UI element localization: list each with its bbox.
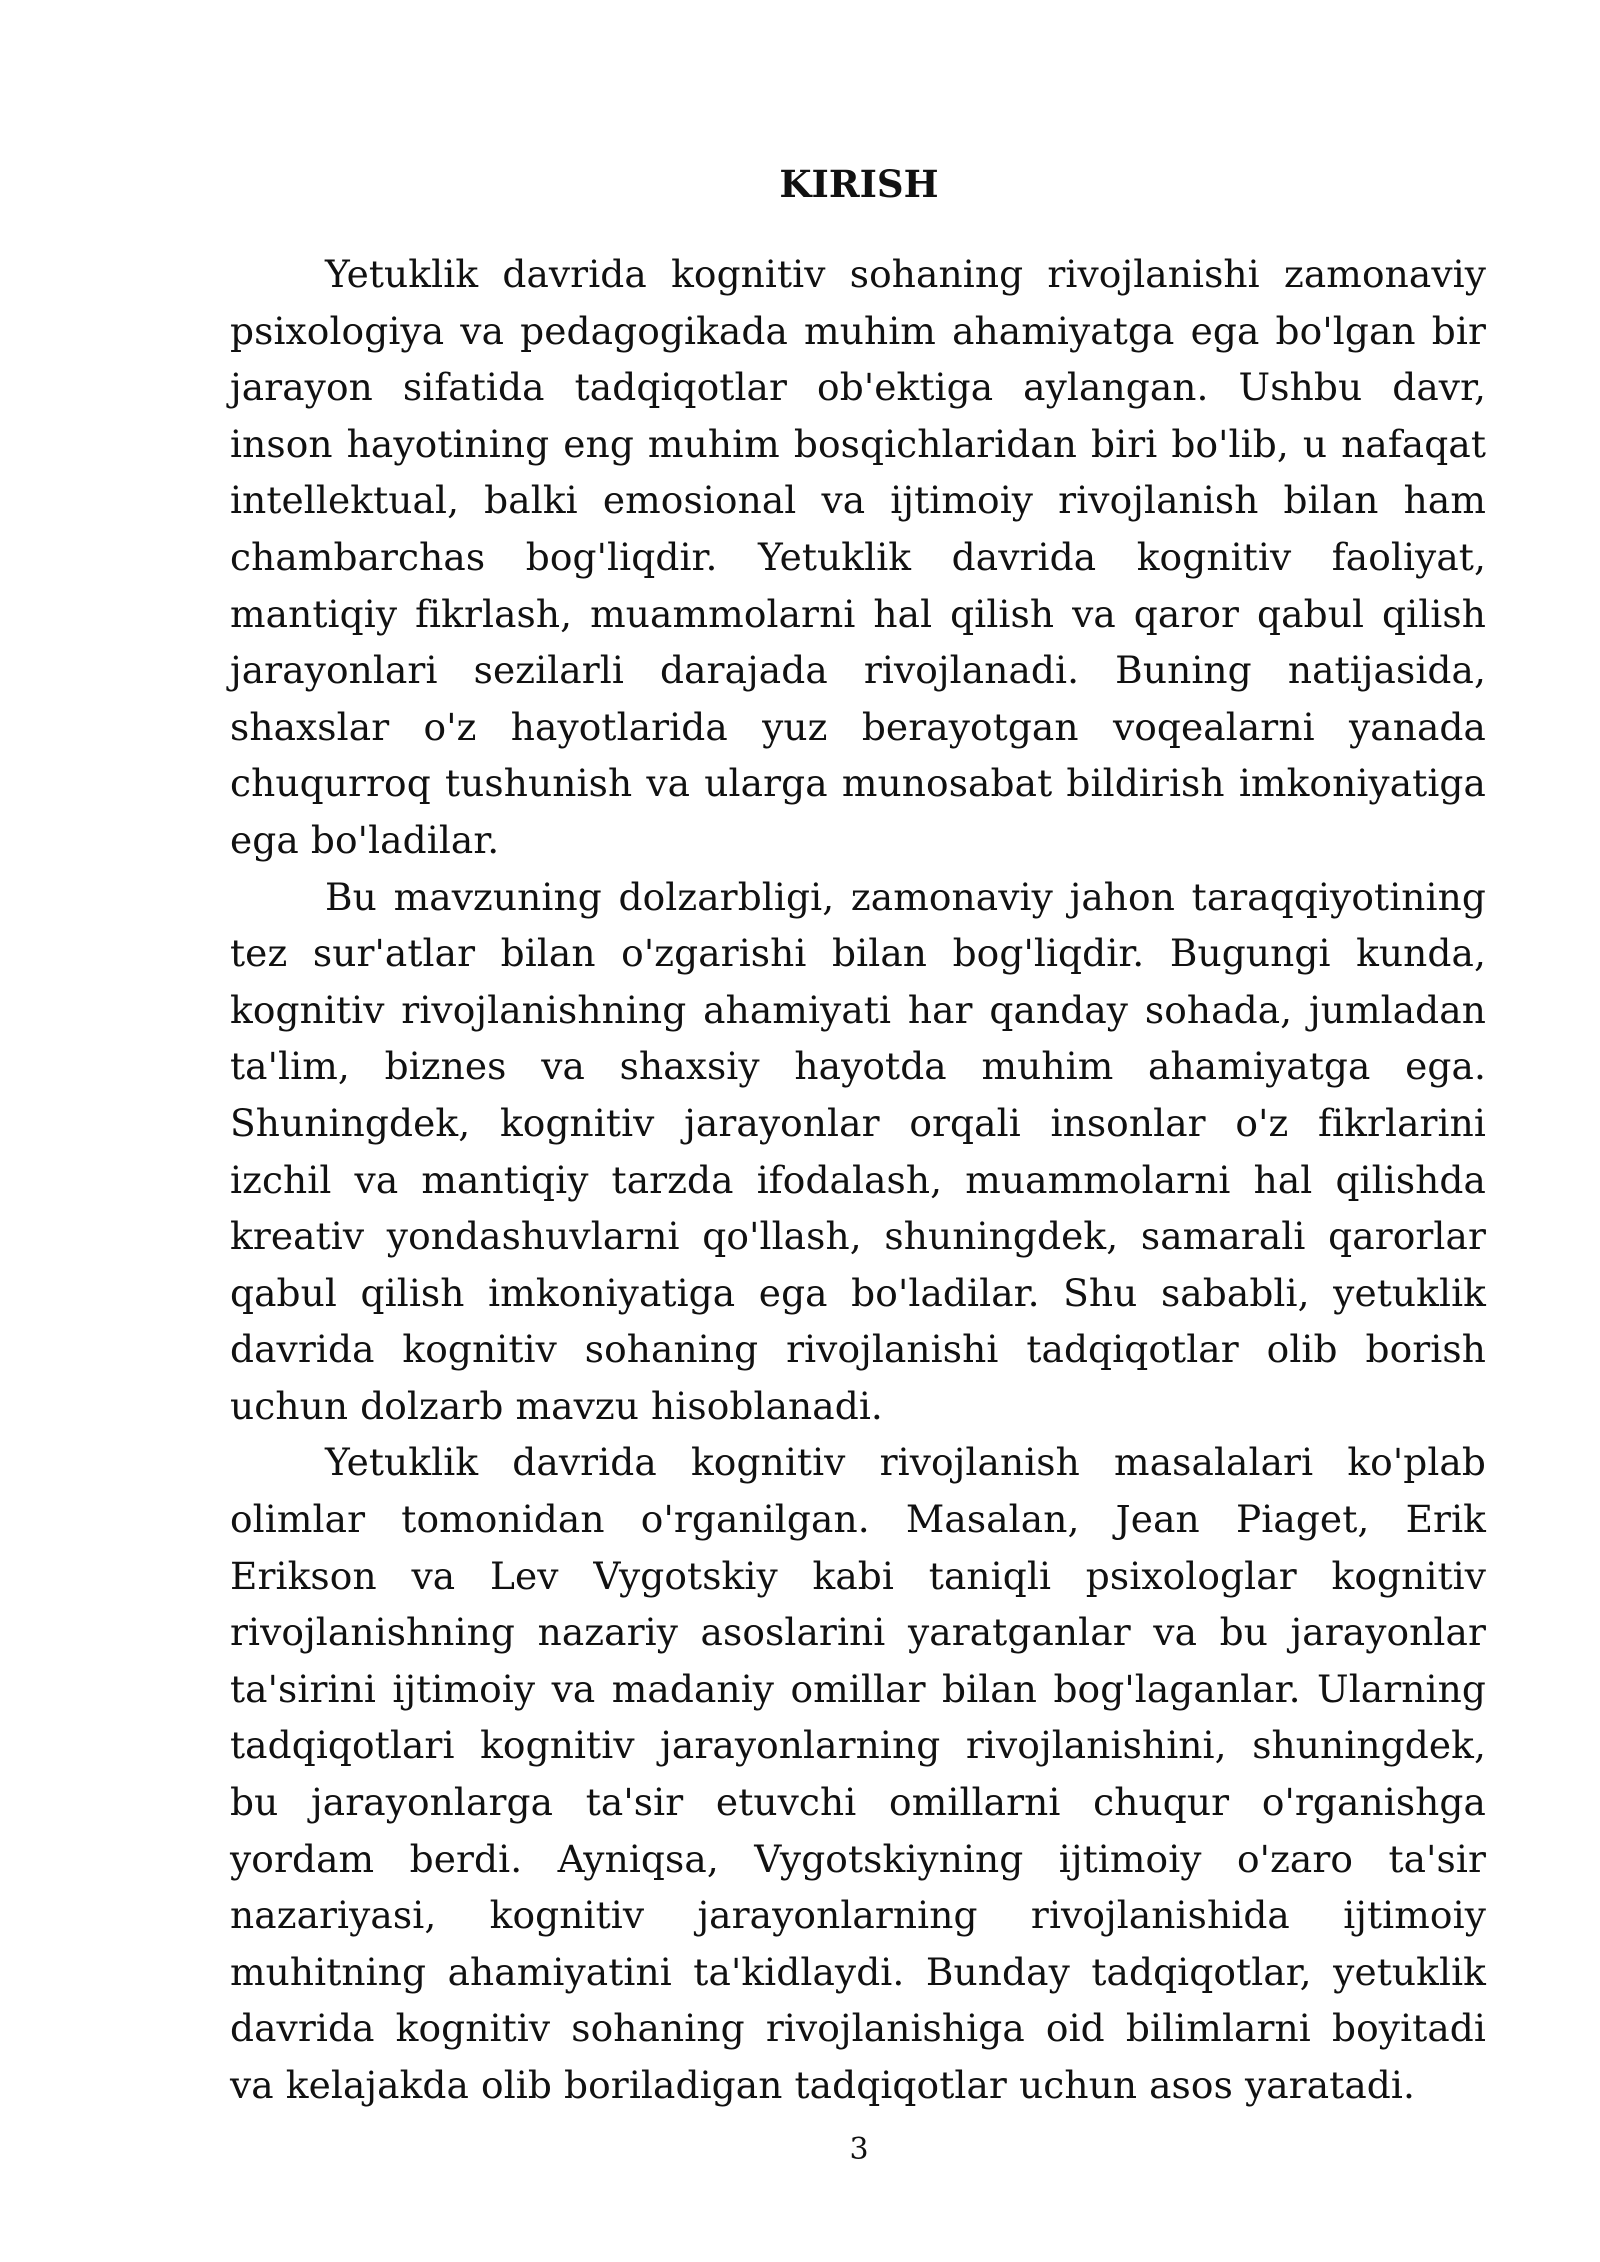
paragraph-1: Yetuklik davrida kognitiv sohaning rivojlanishi zamonaviy psixologiya va pedagogikada muhim ahamiyatga ega bo'lgan bir jarayon sifatida tadqiqotlar ob'ektiga aylangan. Ushbu davr, inson hayotining eng muhim bosqichlaridan biri bo'lib, u nafaqat intellektual, balki emosional va ijtimoiy rivojlanish bilan ham chambarchas bog'liqdir. Yetuklik davrida kognitiv faoliyat, mantiqiy fikrlash, muammolarni hal qilish va qaror qabul qilish jarayonlari sezilarli darajada rivojlanadi. Buning natijasida, shaxslar o'z hayotlarida yuz berayotgan voqealarni yanada chuqurroq tushunish va ularga munosabat bildirish imkoniyatiga ega bo'ladilar. bbox=[230, 252, 1486, 862]
paragraph-2: Bu mavzuning dolzarbligi, zamonaviy jahon taraqqiyotining tez sur'atlar bilan o'zgarishi bilan bog'liqdir. Bugungi kunda, kognitiv rivojlanishning ahamiyati har qanday sohada, jumladan ta'lim, biznes va shaxsiy hayotda muhim ahamiyatga ega. Shuningdek, kognitiv jarayonlar orqali insonlar o'z fikrlarini izchil va mantiqiy tarzda ifodalash, muammolarni hal qilishda kreativ yondashuvlarni qo'llash, shuningdek, samarali qarorlar qabul qilish imkoniyatiga ega bo'ladilar. Shu sababli, yetuklik davrida kognitiv sohaning rivojlanishi tadqiqotlar olib borish uchun dolzarb mavzu hisoblanadi. bbox=[230, 874, 1486, 1428]
page-number: 3 bbox=[849, 2132, 869, 2167]
document-body bbox=[230, 246, 1486, 2114]
paragraph-3: Yetuklik davrida kognitiv rivojlanish masalalari ko'plab olimlar tomonidan o'rganilgan. Masalan, Jean Piaget, Erik Erikson va Lev Vygotskiy kabi taniqli psixologlar kognitiv rivojlanishning nazariy asoslarini yaratganlar va bu jarayonlar ta'sirini ijtimoiy va madaniy omillar bilan bog'laganlar. Ularning tadqiqotlari kognitiv jarayonlarning rivojlanishini, shuningdek, bu jarayonlarga ta'sir etuvchi omillarni chuqur o'rganishga yordam berdi. Ayniqsa, Vygotskiyning ijtimoiy o'zaro ta'sir nazariyasi, kognitiv jarayonlarning rivojlanishida ijtimoiy muhitning ahamiyatini ta'kidlaydi. Bunday tadqiqotlar, yetuklik davrida kognitiv sohaning rivojlanishiga oid bilimlarni boyitadi va kelajakda olib boriladigan tadqiqotlar uchun asos yaratadi. bbox=[230, 1440, 1486, 2107]
page-title: KIRISH bbox=[779, 162, 939, 206]
